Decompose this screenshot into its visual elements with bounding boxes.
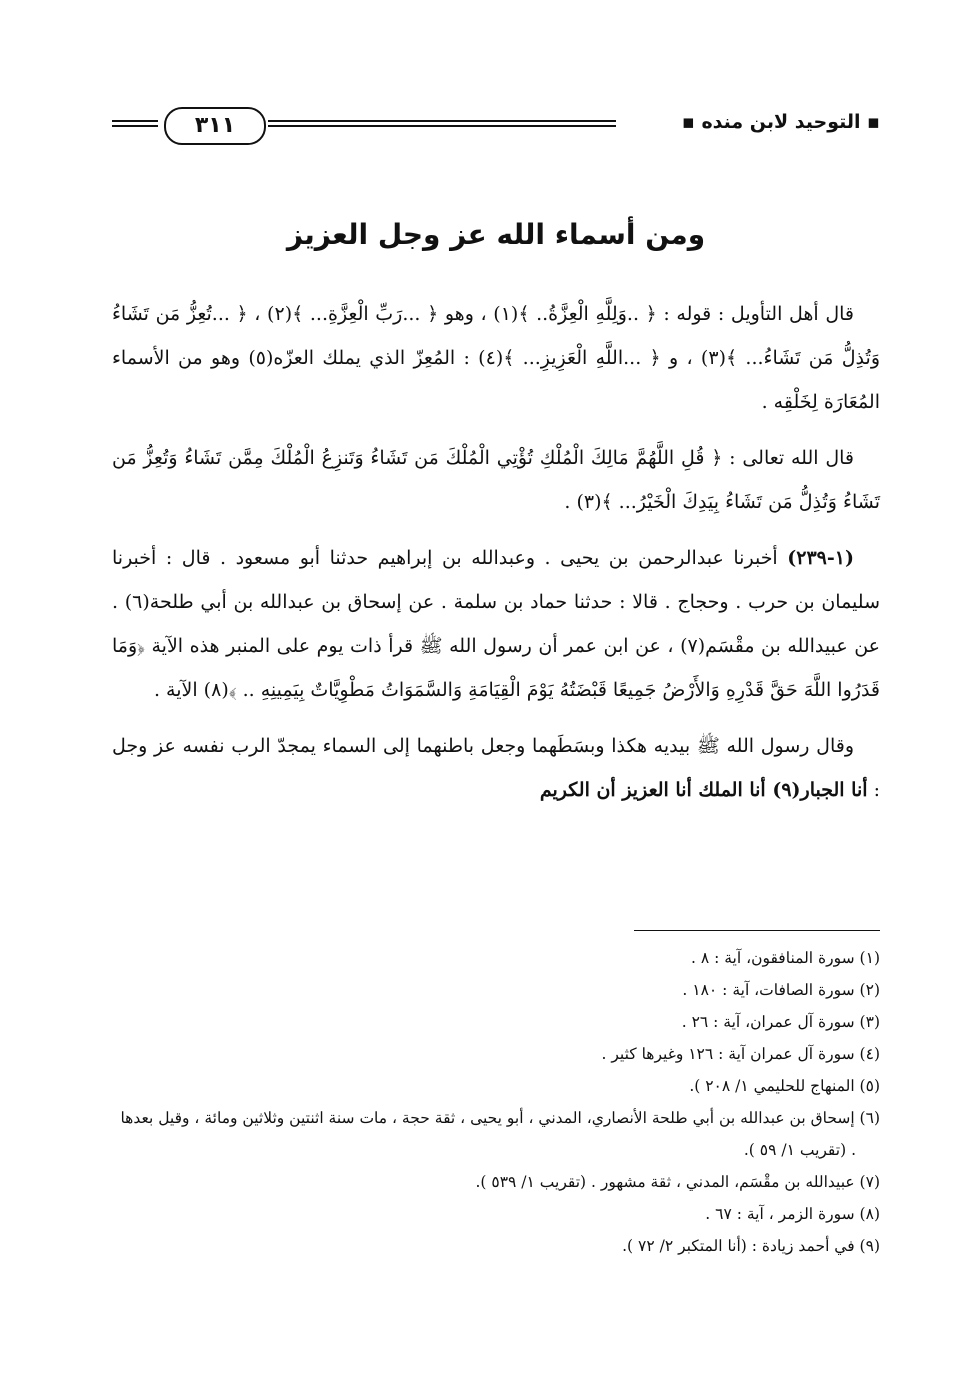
page-number: ٣١١ (164, 107, 266, 145)
footnote-4: (٤) سورة آل عمران آية : ١٢٦ وغيرها كثير . (601, 1045, 880, 1063)
main-text (112, 292, 880, 824)
footnote-2: (٢) سورة الصافات، آية : ١٨٠ . (682, 981, 880, 999)
paragraph-hadith-continuation (112, 724, 880, 812)
hadith-number: (١-٢٣٩) (787, 547, 854, 569)
paragraph-quran-verse: قال الله تعالى : ﴿ قُلِ اللَّهُمَّ مَالِكَ الْمُلْكِ تُؤْتِي الْمُلْكَ مَن تَشَاءُ وَتَنزِعُ الْمُلْكَ مِمَّن تَشَاءُ وَتُعِزُّ مَن تَشَاءُ وَتُذِلُّ مَن تَشَاءُ بِيَدِكَ الْخَيْرُ... ﴾(٣) . (112, 447, 880, 513)
footnote-5: (٥) المنهاج للحليمي ١/ ٢٠٨ ). (689, 1077, 880, 1095)
footnote-6: (٦) إسحاق بن عبدالله بن أبي طلحة الأنصاري، المدني ، أبو يحيى ، ثقة حجة ، مات سنة اثنتين وثلاثين ومائة ، وقيل بعدها . (تقريب ١/ ٥٩ ). (120, 1109, 880, 1159)
footnote-3: (٣) سورة آل عمران، آية : ٢٦ . (681, 1013, 880, 1031)
header-rule-left (112, 120, 158, 127)
header-rule-middle (268, 120, 616, 127)
book-title: ▪ التوحيد لابن منده ▪ (681, 111, 880, 133)
footnote-divider (634, 930, 880, 931)
paragraph-hadith-chain (112, 536, 880, 712)
continuation-bold-text: أنا الجبار(٩) أنا الملك أنا العزيز أن الكريم (539, 779, 868, 801)
footnotes (112, 942, 880, 1262)
hadith-text: أخبرنا عبدالرحمن بن يحيى . وعبدالله بن إبراهيم حدثنا أبو مسعود . قال : أخبرنا سليمان بن حرب . وحجاج . قالا : حدثنا حماد بن سلمة . عن إسحاق بن عبدالله بن أبي طلحة(٦) . عن عبيدالله بن مقْسَم(٧) ، عن ابن عمر أن رسول الله ﷺ قرأ ذات يوم على المنبر هذه الآية ﴿وَمَا قَدَرُوا اللَّهَ حَقَّ قَدْرِهِ وَالأَرْضُ جَمِيعًا قَبْضَتُهُ يَوْمَ الْقِيَامَةِ وَالسَّمَوَاتُ مَطْوِيَّاتٌ بِيَمِينِهِ .. ﴾(٨) الآية . (112, 547, 880, 701)
footnote-9: (٩) في أحمد زيادة : (أنا المتكبر ٢/ ٧٢ ). (622, 1237, 880, 1255)
chapter-title: ومن أسماء الله عز وجل العزيز (286, 218, 706, 251)
running-header (112, 103, 880, 153)
footnote-7: (٧) عبيدالله بن مقْسَم، المدني ، ثقة مشهور . (تقريب ١/ ٥٣٩ ). (475, 1173, 880, 1191)
footnote-1: (١) سورة المنافقون، آية : ٨ . (690, 949, 880, 967)
continuation-text: وقال رسول الله ﷺ بيديه هكذا وبسَطَهما وجعل باطنهما إلى السماء يمجدّ الرب نفسه عز وجل : (112, 735, 880, 801)
paragraph-interpretation: قال أهل التأويل : قوله : ﴿ ..وَلِلَّهِ الْعِزَّةُ.. ﴾(١) ، وهو ﴿ ...رَبِّ الْعِزَّةِ... ﴾(٢) ، ﴿ ...تُعِزُّ مَن تَشَاءُ وَتُذِلُّ مَن تَشَاءُ... ﴾(٣) ، و ﴿ ...اللَّهِ الْعَزِيزِ... ﴾(٤) : المُعِزّ الذي يملك العزّه(٥) وهو من الأسماء المُعَارَة لِخَلْقِه . (112, 303, 880, 413)
footnote-8: (٨) سورة الزمر ، آية : ٦٧ . (705, 1205, 880, 1223)
